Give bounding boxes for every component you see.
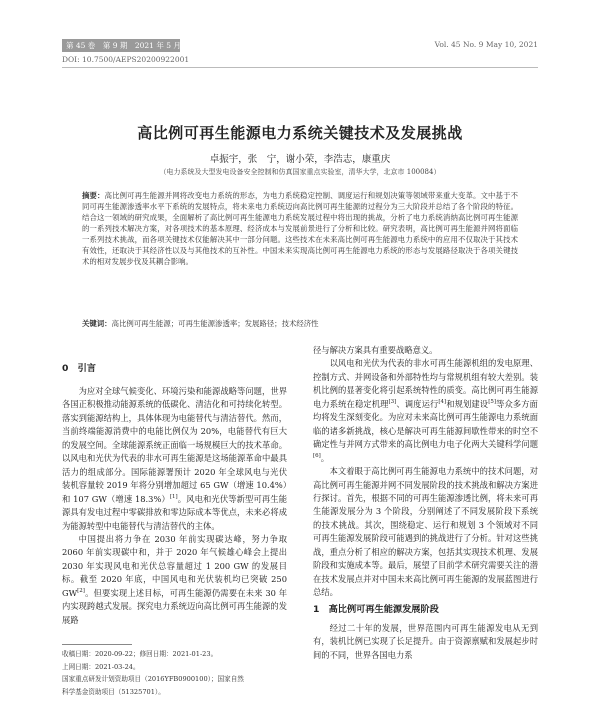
- volume-issue-date-cn: 第 45 卷 第 9 期 2021 年 5 月 10 日: [66, 41, 203, 50]
- citation-link[interactable]: [4]: [438, 399, 447, 406]
- citation-link[interactable]: [2]: [77, 588, 85, 595]
- citation-link[interactable]: [5]: [488, 399, 496, 406]
- author-list: 卓振宇，张 宁，谢小荣，李浩志，康重庆: [209, 154, 391, 165]
- citation-link[interactable]: [6]: [313, 452, 321, 459]
- journal-issue-bar: [62, 39, 203, 52]
- keywords: [82, 318, 518, 329]
- footnote-funding-cont: 科学基金资助项目（51325701）。: [62, 687, 165, 696]
- footnote-funding: 国家重点研发计划资助项目（2016YFB0900100）；国家自然: [62, 675, 244, 684]
- footnote-online-date: 上网日期：2021-03-24。: [62, 662, 140, 671]
- paragraph: 为应对全球气候变化、环境污染和能源战略等问题，世界各国正积极推动能源系统的低碳化、清洁化和可持续化转型。落实到能源结构上，具体体现为电能替代与清洁替代。然而，当前终端能源消费中的电能比例仅为 20%，电能替代有巨大的发展空间。全球能源系统正面临一场规模巨大的技术革命。以风电和光伏为代表的非水可再生能源是这场能源革命中最具活力的组成部分。国际能源署预计 2020 年全球风电与光伏装机容量较 2019 年将分别增加超过 65 GW（增速 10.4%）和 107 GW（增速 18.3%）[1]。风电和光伏等新型可再生能源具有发电过程中零碳排放和零边际成本等优点，未来必将成为能源转型中电能替代与清洁替代的主体。: [62, 386, 287, 531]
- doi-link[interactable]: DOI: 10.7500/AEPS20200922001: [62, 55, 190, 64]
- abstract-text: 高比例可再生能源并网将改变电力系统的形态，为电力系统稳定控制、调度运行和规划决策等领域带来重大变革。文中基于不同可再生能源渗透率水平下系统的发展特点，将未来电力系统迈向高比例可再生能源的过程分为三大阶段并总结了各个阶段的特征。结合这一领域的研究成果，全面解析了高比例可再生能源电力系统发展过程中将出现的挑战，分析了电力系统消纳高比例可再生能源的一系列技术解决方案，对各项技术的基本原理、经济成本与发展前景进行了分析和比较。研究表明，高比例可再生能源并网将面临一系列技术挑战，而各项关键技术仅能解决其中一部分问题。这些技术在未来高比例可再生能源电力系统中的应用不仅取决于其技术有效性，还取决于其经济性以及与其他技术的互补性。中国未来实现高比例可再生能源电力系统的形态与发展路径取决于各项关键技术的相对发展步伐及其耦合影响。: [82, 191, 518, 267]
- affiliation: （电力系统及大型发电设备安全控制和仿真国家重点实验室，清华大学，北京市 100084）: [159, 168, 441, 176]
- section-heading-introduction: 0 引言: [62, 363, 96, 374]
- article-title: 高比例可再生能源电力系统关键技术及发展挑战: [137, 124, 463, 142]
- left-column: [62, 362, 287, 627]
- keywords-text: 高比例可再生能源；可再生能源渗透率；发展路径；技术经济性: [111, 319, 319, 328]
- paragraph: 中国提出将力争在 2030 年前实现碳达峰，努力争取 2060 年前实现碳中和，并于 2020 年气候雄心峰会上提出 2030 年实现风电和光伏总容量超过 1 200 GW 的发展目标。截至 2020 年底，中国风电和光伏装机均已突破 250 GW[2]。但要实现上述目标，可再生能源仍需要在未来 30 年内实现跨越式发展。探究电力系统迈向高比例可再生能源的发展路: [62, 533, 287, 625]
- section-heading-development-stages: 1 高比例可再生能源发展阶段: [313, 603, 439, 615]
- footnote-divider: [62, 644, 132, 645]
- paragraph: 本文着眼于高比例可再生能源电力系统中的技术问题，对高比例可再生能源并网不同发展阶段的技术挑战和解决方案进行探讨。首先，根据不同的可再生能源渗透比例，将未来可再生能源发展分为 3 个阶段，分别阐述了不同发展阶段下系统的技术挑战。其次，围绕稳定、运行和规划 3 个领域对不同可再生能源发展阶段可能遇到的挑战进行了分析。针对这些挑战，重点分析了相应的解决方案，包括其实现技术机理、发展阶段和实施成本等。最后，展望了目前学术研究需要关注的潜在技术发展点并对中国未来高比例可再生能源的发展蓝图进行总结。: [313, 466, 538, 598]
- header-divider: [62, 67, 538, 68]
- citation-link[interactable]: [1]: [169, 493, 178, 500]
- paragraph: 以风电和光伏为代表的非水可再生能源机组的发电原理、控制方式、并网设备和外部特性均与常规机组有较大差别。装机比例的显著变化将引起系统特性的质变。高比例可再生能源电力系统在稳定机理[3]、调度运行[4]和规划建设[5]等众多方面均将发生深刻变化。为应对未来高比例可再生能源电力系统面临的诸多新挑战，核心是解决可再生能源间歇性带来的时空不确定性与并网方式带来的高比例电力电子化两大关键科学问题[6]。: [313, 358, 538, 463]
- paragraph: 经过二十年的发展，世界范围内可再生能源发电从无到有，装机比例已实现了长足提升。由于资源禀赋和发展起步时间的不同，世界各国电力系: [313, 622, 538, 660]
- abstract: [82, 190, 518, 267]
- footnotes: [62, 648, 290, 698]
- footnote-received-date: 收稿日期：2020-09-22；修回日期：2021-01-23。: [62, 650, 218, 658]
- abstract-label: 摘要：: [82, 191, 105, 200]
- keywords-label: 关键词：: [82, 319, 112, 328]
- right-column: [313, 344, 538, 662]
- citation-link[interactable]: [3]: [388, 399, 397, 406]
- volume-issue-date-en: Vol. 45 No. 9 May 10, 2021: [434, 40, 538, 49]
- paragraph: 径与解决方案具有重要战略意义。: [313, 345, 438, 355]
